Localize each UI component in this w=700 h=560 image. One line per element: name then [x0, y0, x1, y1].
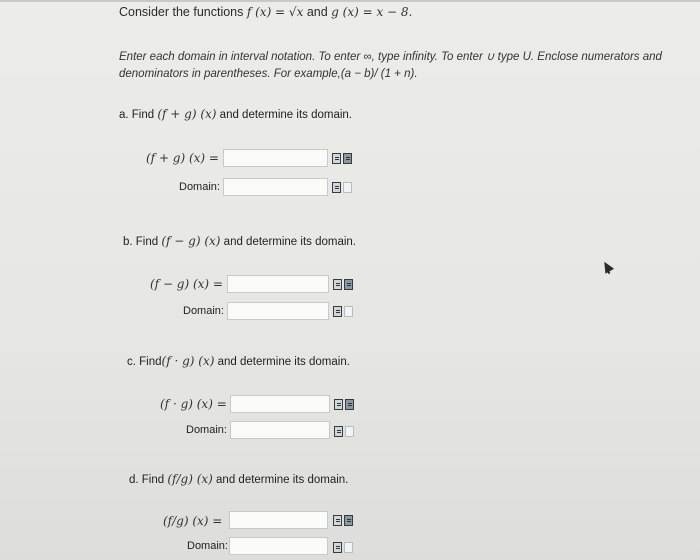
- expression-input-b[interactable]: [227, 275, 329, 293]
- question-a-expr: (f + g) (x): [157, 107, 217, 121]
- question-b-expr: (f − g) (x): [161, 234, 221, 248]
- equation-editor-icon[interactable]: [333, 515, 342, 526]
- expr-label-a: (f + g) (x) =: [146, 151, 219, 165]
- preview-icon[interactable]: [343, 182, 352, 193]
- question-d: [129, 472, 348, 486]
- question-b-prefix: b. Find: [123, 236, 162, 248]
- domain-label-a: Domain:: [179, 181, 220, 193]
- question-c-expr: (f · g) (x): [161, 354, 215, 368]
- equation-editor-icon[interactable]: [332, 153, 341, 164]
- domain-input-a[interactable]: [223, 178, 328, 196]
- domain-field-b[interactable]: [228, 305, 328, 321]
- expr-label-b: (f − g) (x) =: [150, 277, 223, 291]
- question-b-suffix: and determine its domain.: [220, 236, 357, 248]
- expr-label-c: (f · g) (x) =: [160, 397, 227, 411]
- expression-input-c[interactable]: [230, 395, 330, 413]
- equation-editor-icon[interactable]: [334, 426, 343, 437]
- expr-label-d: (f/g) (x) =: [163, 514, 223, 528]
- preview-icon[interactable]: [344, 542, 353, 553]
- question-d-prefix: d. Find: [129, 474, 168, 486]
- expression-field-a[interactable]: [224, 152, 327, 168]
- equation-editor-icon[interactable]: [333, 542, 342, 553]
- instructions-line-2: denominators in parentheses. For example,(a − b)/ (1 + n).: [119, 68, 418, 80]
- intro-and: and: [303, 5, 332, 19]
- intro-prefix: Consider the functions: [119, 5, 247, 19]
- question-d-suffix: and determine its domain.: [212, 474, 349, 486]
- f-definition: f (x) = √x: [246, 5, 304, 19]
- domain-field-c[interactable]: [231, 424, 329, 440]
- question-d-expr: (f/g) (x): [167, 472, 213, 486]
- preview-icon[interactable]: [345, 426, 354, 437]
- preview-icon[interactable]: [344, 306, 353, 317]
- instructions-line-1: Enter each domain in interval notation. To enter ∞, type infinity. To enter ∪ type U. Enclose numerators and: [119, 51, 662, 63]
- preview-icon[interactable]: [345, 399, 354, 410]
- domain-label-c: Domain:: [186, 424, 227, 436]
- question-b: [123, 234, 356, 248]
- expression-input-a[interactable]: [223, 149, 328, 167]
- domain-label-d: Domain:: [187, 540, 228, 552]
- preview-icon[interactable]: [344, 515, 353, 526]
- domain-field-d[interactable]: [230, 540, 327, 556]
- preview-icon[interactable]: [343, 153, 352, 164]
- equation-editor-icon[interactable]: [334, 399, 343, 410]
- domain-label-b: Domain:: [183, 305, 224, 317]
- equation-editor-icon[interactable]: [332, 182, 341, 193]
- problem-intro: [119, 5, 412, 19]
- domain-field-a[interactable]: [224, 181, 327, 197]
- domain-input-b[interactable]: [227, 302, 329, 320]
- question-c-prefix: c. Find: [127, 356, 162, 368]
- equation-editor-icon[interactable]: [333, 306, 342, 317]
- question-a-prefix: a. Find: [119, 109, 158, 121]
- domain-input-c[interactable]: [230, 421, 330, 439]
- question-c-suffix: and determine its domain.: [214, 356, 350, 368]
- expression-field-d[interactable]: [230, 514, 327, 530]
- preview-icon[interactable]: [344, 279, 353, 290]
- question-c: [127, 354, 350, 368]
- g-definition: g (x) = x − 8.: [331, 5, 413, 19]
- top-border: [0, 0, 700, 2]
- expression-field-b[interactable]: [228, 278, 328, 294]
- question-a: [119, 107, 352, 121]
- equation-editor-icon[interactable]: [333, 279, 342, 290]
- domain-input-d[interactable]: [229, 537, 328, 555]
- expression-input-d[interactable]: [229, 511, 328, 529]
- expression-field-c[interactable]: [231, 398, 329, 414]
- question-a-suffix: and determine its domain.: [216, 109, 353, 121]
- instructions: [119, 49, 662, 83]
